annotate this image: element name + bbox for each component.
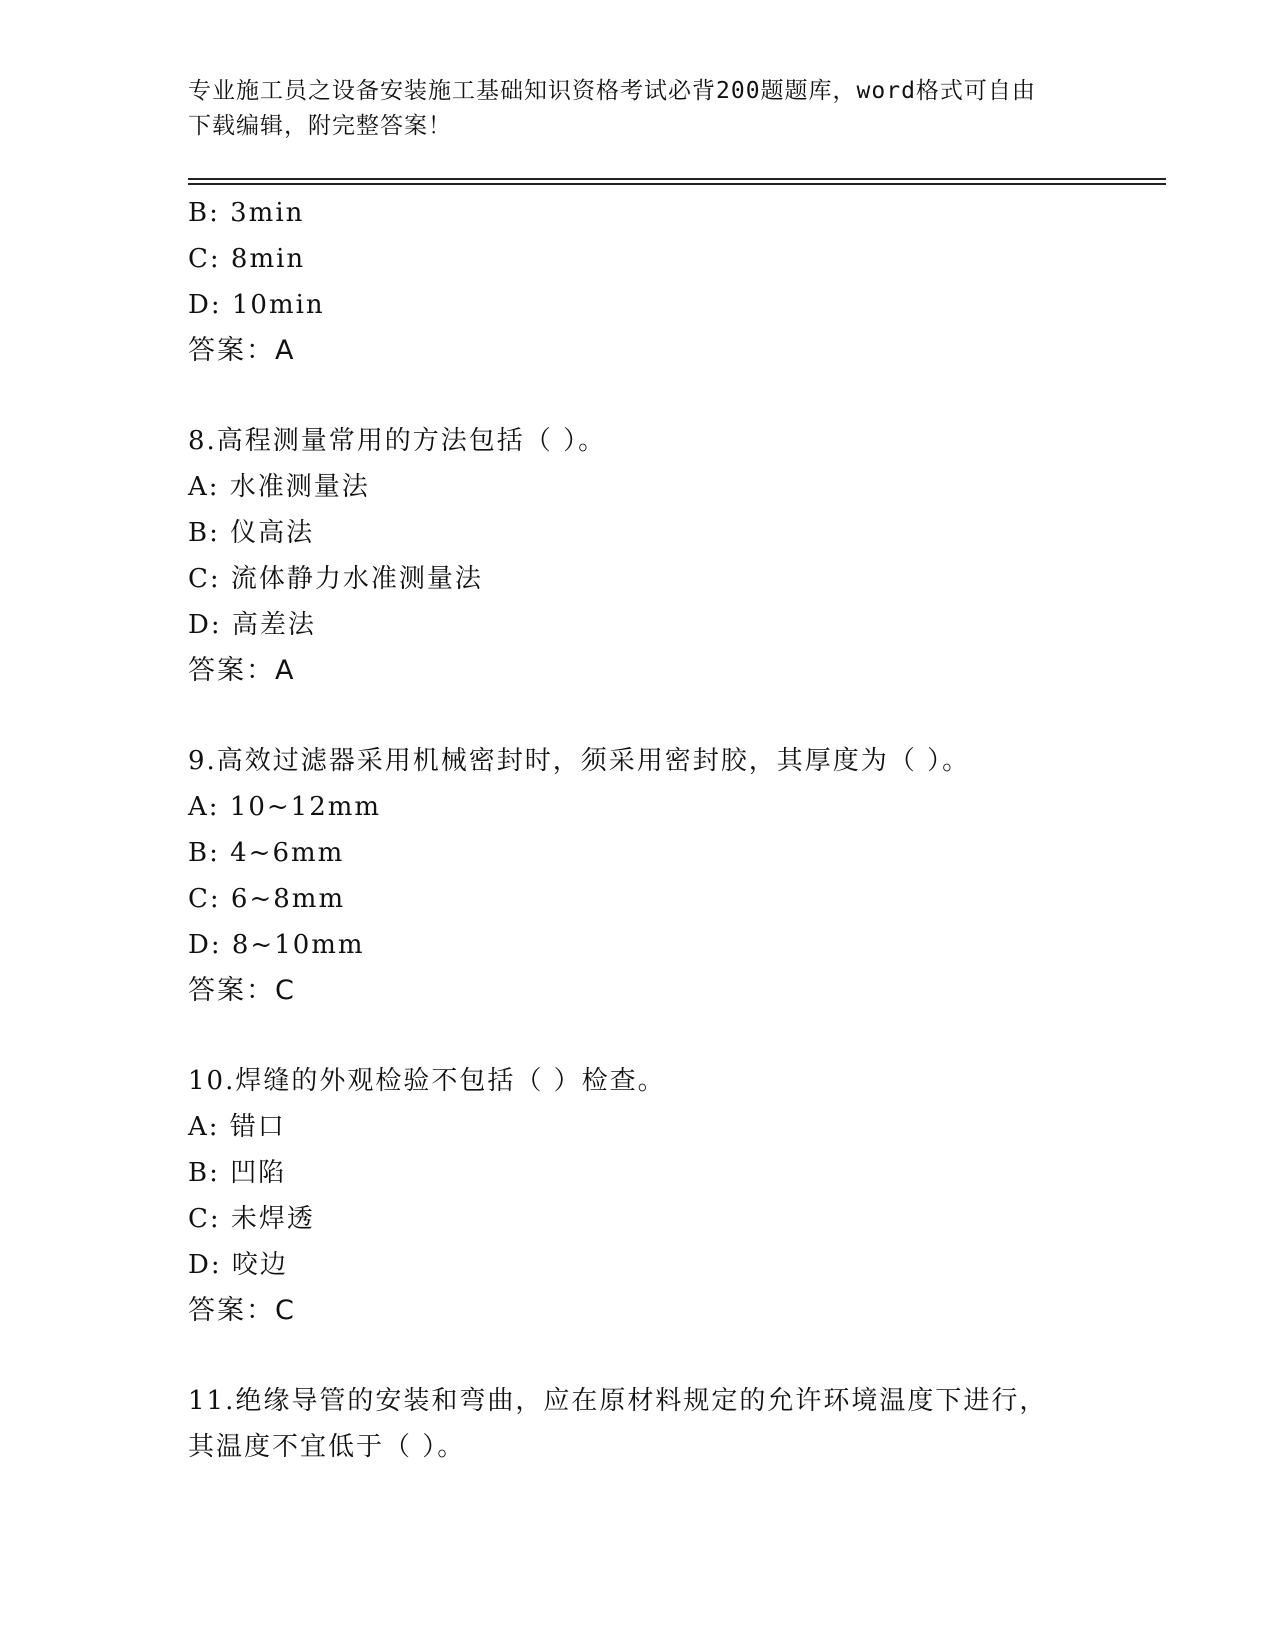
question-text: 9.高效过滤器采用机械密封时，须采用密封胶，其厚度为（ ）。 bbox=[188, 746, 971, 776]
answer: 答案：A bbox=[188, 655, 296, 686]
question-list bbox=[188, 190, 1168, 1470]
option-b: B: 4~6mm bbox=[188, 838, 345, 868]
question-9 bbox=[188, 738, 1168, 1014]
option-c: C: 流体静力水准测量法 bbox=[188, 564, 483, 594]
option-d: D: 高差法 bbox=[188, 610, 316, 640]
question-text-line-1: 11.绝缘导管的安装和弯曲，应在原材料规定的允许环境温度下进行， bbox=[188, 1386, 1048, 1416]
document-header bbox=[188, 74, 1068, 144]
option-a: A: 水准测量法 bbox=[188, 472, 370, 502]
question-10 bbox=[188, 1058, 1168, 1334]
question-text: 8.高程测量常用的方法包括（ ）。 bbox=[188, 426, 607, 456]
header-line-1: 专业施工员之设备安装施工基础知识资格考试必背200题题库，word格式可自由 bbox=[188, 78, 1036, 104]
option-b: B: 凹陷 bbox=[188, 1158, 287, 1188]
answer: 答案：C bbox=[188, 1295, 296, 1326]
option-c: C: 未焊透 bbox=[188, 1204, 315, 1234]
option-c: C: 8min bbox=[188, 244, 306, 274]
header-line-2: 下载编辑，附完整答案！ bbox=[188, 113, 452, 139]
answer: 答案：C bbox=[188, 975, 296, 1006]
option-d: D: 10min bbox=[188, 290, 325, 320]
header-rule-top bbox=[188, 178, 1166, 180]
question-7 bbox=[188, 190, 1168, 374]
question-11 bbox=[188, 1378, 1168, 1470]
question-8 bbox=[188, 418, 1168, 694]
option-d: D: 咬边 bbox=[188, 1250, 288, 1280]
option-a: A: 10~12mm bbox=[188, 792, 382, 822]
question-text-line-2: 其温度不宜低于（ ）。 bbox=[188, 1432, 466, 1462]
option-a: A: 错口 bbox=[188, 1112, 286, 1142]
header-rule-bottom bbox=[188, 183, 1166, 185]
option-d: D: 8~10mm bbox=[188, 930, 365, 960]
option-b: B: 仪高法 bbox=[188, 518, 315, 548]
option-c: C: 6~8mm bbox=[188, 884, 346, 914]
option-b: B: 3min bbox=[188, 198, 305, 228]
question-text: 10.焊缝的外观检验不包括（ ）检查。 bbox=[188, 1066, 666, 1096]
answer: 答案：A bbox=[188, 335, 296, 366]
